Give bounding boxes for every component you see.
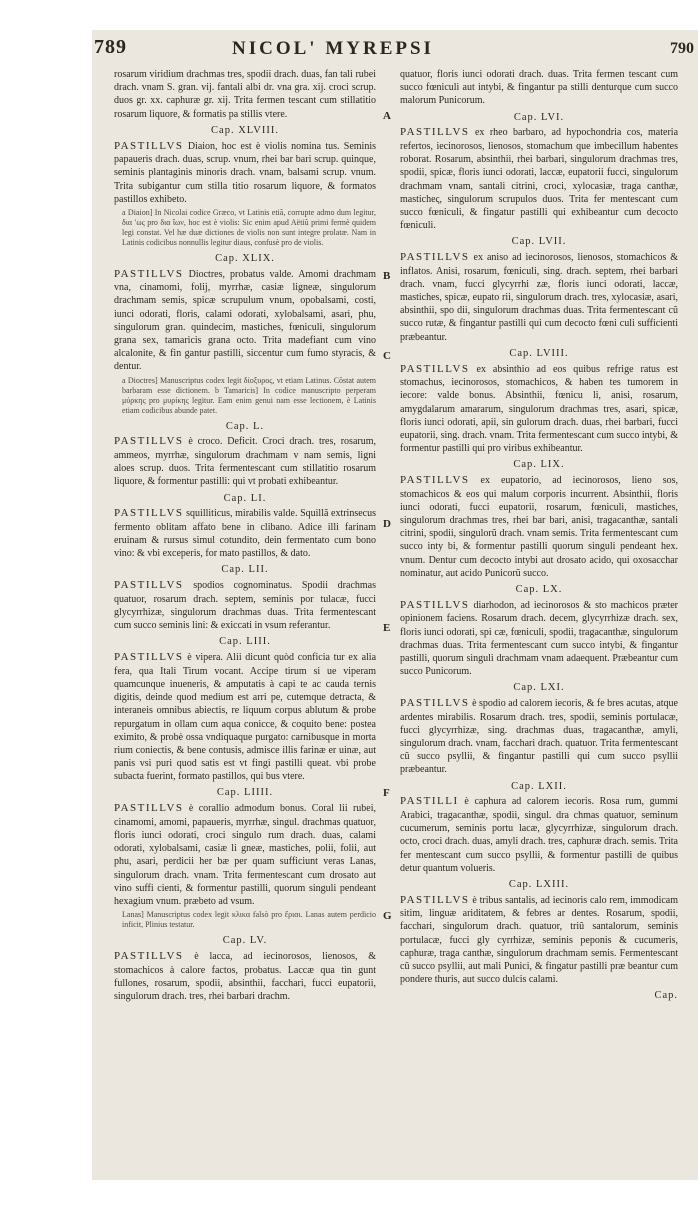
recipe-text: è corallio admodum bonus. Coral lii rubei, cinamomi, amomi, papaueris, myrrhæ, singul. drachmas quatuor, floris iunci odorati, croci singulo rum drach. duas, calami odorati, xylobalsami, casiæ li gneæ, mastiches, polii, folii, aut phu, asari, perdicii her bæ per quam sufficiunt veras Lanas, singulorum drach. vnam. Trita fermentescant cum drosato aut vino suffi cienti, & formentur pastilli, quorum singuli pendeant hexagium vnum. præbeto ad vsum. <box>114 803 377 907</box>
recipe-lead-word: PASTILLVS <box>114 949 184 962</box>
book-page <box>92 30 698 1180</box>
recipe-paragraph <box>400 473 678 580</box>
recipe-paragraph <box>114 949 376 1003</box>
recipe-text: è croco. Deficit. Croci drach. tres, rosarum, ammeos, myrrhæ, singulorum drachmam v nam semis, ligni aloes scrup. duos. Trita fermentescant cum stillatitio rosarum liquore, & formentur pastilli: qui vt probati exhibeantur. <box>114 436 376 488</box>
recipe-text: ex eupatorio, ad iecinorosos, lieno sos, stomachicos & eos qui malum corporis incurrent. Absinthii, floris iunci odorati, fucci eupatorii, rosarum, fœniculi, mastiches, singulorum drachmas tres, rhei bar bari, anisi, tragacanthæ, santali citrini, spodii, singulorũ drach. vnam semis. Trita fermentescant cum succo inty bi, & formentur pastilli quorum singuli pendeant hex. vnum. Dentur cum decocto intybi aut drosato acido, qui oxosacchar nominatur, aut acido Punicorũ succo. <box>400 475 678 579</box>
section-letter: B <box>383 270 391 282</box>
recipe-paragraph <box>114 139 376 206</box>
recipe-paragraph <box>114 578 376 632</box>
recipe-lead-word: PASTILLI <box>400 795 459 808</box>
recipe-text: Dioctres, probatus valde. Amomi drachmam vna, cinamomi, folij, myrrhæ, casiæ ligneæ, singulorum drachmam semis, spicæ scrupulum vnum, opobalsami, costi, iunci odorati, floris, calami odorati, xylobalsami, asari, phu, singulorum gran. quindecim, mastiches, fœniculi, singulorum grana sex, tamaricis grana octo. Trita madefiant cum vino alcalonite, & fin gantur pastilli, siccentur cum fumo styracis, & dentur. <box>114 268 376 373</box>
chapter-heading: Cap. LVIII. <box>509 347 569 359</box>
recipe-lead-word: PASTILLVS <box>114 802 184 815</box>
recipe-paragraph <box>114 506 376 560</box>
chapter-heading: Cap. XLVIII. <box>211 124 279 136</box>
chapter-heading: Cap. LII. <box>221 564 269 576</box>
section-letter: E <box>383 622 391 634</box>
recipe-text: diarhodon, ad iecinorosos & sto machicos præter opinionem faciens. Rosarum drach. decem, glycyrrhizæ drach. sex, floris iunci odorati, spi cæ, fœniculi, spodii, tragacanthæ, singulorum drachmas duas. Trita fermentescant cum succo intybi, & fingantur pastilli, quorum singuli drachmam vnam adaequent. Præbeantur cum succo Punicorum. <box>400 599 678 678</box>
recipe-lead-word: PASTILLVS <box>114 267 184 280</box>
recipe-text: è vipera. Alii dicunt quòd conficia tur ex alia fera, qua Itali Tirum vocant. Accipe tirum si ue viperam quamcunque inueneris, & amputatis à capi te ac cauda ternis digitis, deinde quod medium est arri pe, cutemque detracta, & interaneis omnibus abiectis, re liquum corpus ablutum & probe repurgatum in ollam cum aqua conicce, & coquito bene: postea eximito, & probè ossa vndiquaque purgato: carnibusque in morta rium coniectis, & bene contusis, admisce illis farinæ er uinæ, aut panis vsi puri quod satis est vt fingi pastilli queat. vbi probe subacta fuerint, formato pastillos, qui bus vtere. <box>114 652 377 783</box>
recipe-paragraph <box>400 598 678 678</box>
chapter-heading: Cap. LXIII. <box>508 878 570 890</box>
recipe-lead-word: PASTILLVS <box>114 579 184 592</box>
left-column <box>114 68 376 1005</box>
right-column <box>400 68 678 1004</box>
recipe-lead-word: PASTILLVS <box>400 697 470 710</box>
recipe-text: ex rheo barbaro, ad hypochondria cos, materia refertos, iecinorosos, lienosos, stomachum que imbecillum habentes roborat. Rosarum, absinthii, rhei barbari, singulorum drachmas tres, spodii, spicæ, floris iunci odorati, laccæ, eupatorii fucci, singulorum drachmam vnam, santali citrini, croci, xylocasiæ, traga canthæ, masticheς, singulorum scrupulos duos. Trita fer mentescant cum succo fœniculi, & fingatur pastilli qui exhibeantur cum decocto fœniculi. <box>400 127 679 232</box>
recipe-text: è caphura ad calorem iecoris. Rosa rum, gummi Arabici, tragacanthæ, spodii, singul. dra chmas quatuor, seminum cucumerum, seminis portu lacæ, glycyrrhizæ, singulorum drach. octo, croci drach. duas, amyli drach. tres, caphuræ drach. semis. Trita fer mentescant cum succo psyllii, & formentur pastilli de quibus detur quantum volueris. <box>400 796 679 874</box>
recipe-lead-word: PASTILLVS <box>114 507 184 520</box>
recipe-paragraph <box>114 434 376 488</box>
chapter-heading: Cap. LXII. <box>511 780 567 792</box>
chapter-heading: Cap. LV. <box>222 935 268 947</box>
chapter-heading: Cap. LVII. <box>511 236 567 248</box>
recipe-text: è tribus santalis, ad iecinoris calo rem, immodicam sitim, linguæ ariditatem, & febres ar dentes. Rosarum, spodii, facchari, singulorum drach. quatuor, triũ santalorum, seminis portulacæ, fucci gly cyrrhizæ, seminis peponis & cucumeris, caphuræ, traga canthæ, singulorum drachmam semis. Fermentescant cũ succo psyllii, aut mali Punici, & fingatur pastilli præ beantur cum pondere thuris, aut succo dulcis calami. <box>400 894 679 986</box>
recipe-text: Diaion, hoc est è violis nomina tus. Seminis papaueris drach. duas, scrup. vnum, rhei bar bari scrup. quinque, seminis plantaginis minoris drach. vnam, balsami scrup. vnum. Trita subigantur cum stilla titio rosarum liquore, & formatos pastillos exhibeto. <box>114 140 376 205</box>
section-letter: D <box>383 518 391 530</box>
recipe-lead-word: PASTILLVS <box>400 893 470 906</box>
chapter-heading: Cap. L. <box>225 420 265 432</box>
recipe-text: ex absinthio ad eos quibus refrige ratus est stomachus, iecinorosos, stomachicos, & haben tes tumorem in iecore: valde bonus. Absinthii, fœnicu li, anisi, rosarum, amygdalarum amararum, singulorum drachmas tres, asari, spicæ, floris iunci odorati, apii, sin gulorum drach. duas, rhei barbari, fucci eupatorii, sing. drach. vnam. Trita fermentescant cum succo intybi, & formentur pastilli qui pro viribus exhibeantur. <box>400 363 679 455</box>
page-number-left: 789 <box>94 36 127 58</box>
recipe-lead-word: PASTILLVS <box>400 362 470 375</box>
annotation-note: a Diaion] In Nicolai codice Græco, vt Latinis etiã, corrupte admo dum legitur, δια ʹως pro δια ἴων, hoc est è violis: Sic enim apud Aëtiũ primi fermè quidem legi constat. Vel hæ duæ dictiones de violis non sunt integre prolatæ. Nam in Latinis codicibus nonnullis legitur diaus, confusè pro de violis. <box>122 207 376 247</box>
chapter-heading: Cap. LI. <box>223 492 267 504</box>
recipe-paragraph <box>400 794 678 874</box>
chapter-heading: Cap. XLIX. <box>215 252 275 264</box>
recipe-text: rosarum viridium drachmas tres, spodii drach. duas, fan tali rubei drach. vnam S. gran. vij. fantali albi dr. vna gra. xij. croci scrup. duos gr. xx. caphuræ gr. xij. Trita fermen tescant cum stillatitio rosarum liquore, & formatis pa stillis vtere. <box>114 69 376 120</box>
recipe-lead-word: PASTILLVS <box>114 139 184 152</box>
section-letter: C <box>383 350 391 362</box>
recipe-text: squilliticus, mirabilis valde. Squillã extrinsecus fermento oblitam affato bene in clibano. Adice illi farinam eruinam & rursus simul cotundito, dein fermentato cum bono vino: & vbi exceperis, for mato pastillos, & dato. <box>114 508 377 560</box>
recipe-text: spodios cognominatus. Spodii drachmas quatuor, rosarum drach. septem, seminis por tulacæ, fucci glycyrrhizæ, singulorum drachmas duas. Trita fermentescant cum succo seminis lini: & exiccati in vsum referantur. <box>114 580 376 632</box>
chapter-heading: Cap. LIX. <box>513 459 565 471</box>
section-letter: F <box>383 787 390 799</box>
recipe-lead-word: PASTILLVS <box>400 126 470 139</box>
recipe-paragraph <box>400 696 678 776</box>
recipe-text: quatuor, floris iunci odorati drach. duas. Trita fermen tescant cum succo fœniculi aut intybi, & fingantur pa stilli denturque cum succo malorum Punicorum. <box>400 69 678 107</box>
recipe-lead-word: PASTILLVS <box>400 474 470 487</box>
chapter-heading: Cap. LX. <box>515 583 563 595</box>
recipe-paragraph <box>114 68 376 121</box>
recipe-paragraph <box>114 801 376 908</box>
section-letter: G <box>383 910 392 922</box>
recipe-lead-word: PASTILLVS <box>114 651 184 664</box>
recipe-paragraph <box>400 250 678 344</box>
catchword: Cap. <box>654 990 678 1002</box>
recipe-paragraph <box>400 68 678 108</box>
recipe-paragraph <box>400 893 678 987</box>
recipe-paragraph <box>114 650 376 783</box>
recipe-text: è lacca, ad iecinorosos, lienosos, & stomachicos à calore factos, probatus. Laccæ qua tin gunt fullones, rosarum, spodii, absinthii, facchari, fucci eupatorii, singulorum drach. tres, rhei barbari drachm. <box>114 950 377 1002</box>
recipe-text: ex aniso ad iecinorosos, lienosos, stomachicos & inflatos. Anisi, rosarum, fœniculi, sing. drach. septem, rhei barbari drach. vnam, fucci glycyrrhi zæ, floris iunci odorati, laccæ, mastiches, spicæ, eupato rii, singulorum drach. tres, xylocasiæ, asari, absinthii, spo dii, singulorum drachmas duas. Trita fermentescant cũ succo rutæ, & fingantur pastilli qui cum decocto fœni culi sufficienti præbeantur. <box>400 252 679 343</box>
chapter-heading: Cap. LVI. <box>513 111 565 123</box>
chapter-heading: Cap. LIIII. <box>216 787 274 799</box>
recipe-paragraph <box>114 267 376 374</box>
recipe-text: è spodio ad calorem iecoris, & fe bres acutas, atque ardentes mirabilis. Rosarum drach. tres, spodii, seminis portulacæ, fucci glycyrrhizæ, sing. drachmas duas, tragacanthæ, amyli, singulorum drach. vnam, facchari drach. quatuor. Trita fermentescant cũ succo psyllii, & fingantur pastilli qui cum succo psyllii præbeantur. <box>400 698 678 776</box>
recipe-lead-word: PASTILLVS <box>400 251 470 264</box>
running-title: NICOL' MYREPSI <box>232 38 434 59</box>
recipe-paragraph <box>400 125 678 232</box>
annotation-note: Lanas] Manuscriptus codex legit κλικα falsò pro ἔριαι. Lanas autem perdicio inficit, Plinius testatur. <box>122 910 376 930</box>
recipe-paragraph <box>400 362 678 456</box>
page-header <box>92 36 698 66</box>
recipe-lead-word: PASTILLVS <box>114 435 184 448</box>
section-letter: A <box>383 110 391 122</box>
chapter-heading: Cap. LIII. <box>219 636 271 648</box>
annotation-note: a Dioctres] Manuscriptus codex legit δίοξυρος, vt etiam Latinus. Cõstat autem barbaram esse dictionem. b Tamaricis] In codice manuscripto perperam μύρκης pro μυρίκης legitur. Eam enim genui nam esse lectionem, è Latinis etiam codicibus abunde patet. <box>122 375 376 415</box>
chapter-heading: Cap. LXI. <box>513 682 565 694</box>
page-number-right: 790 <box>670 40 694 57</box>
recipe-lead-word: PASTILLVS <box>400 598 470 611</box>
